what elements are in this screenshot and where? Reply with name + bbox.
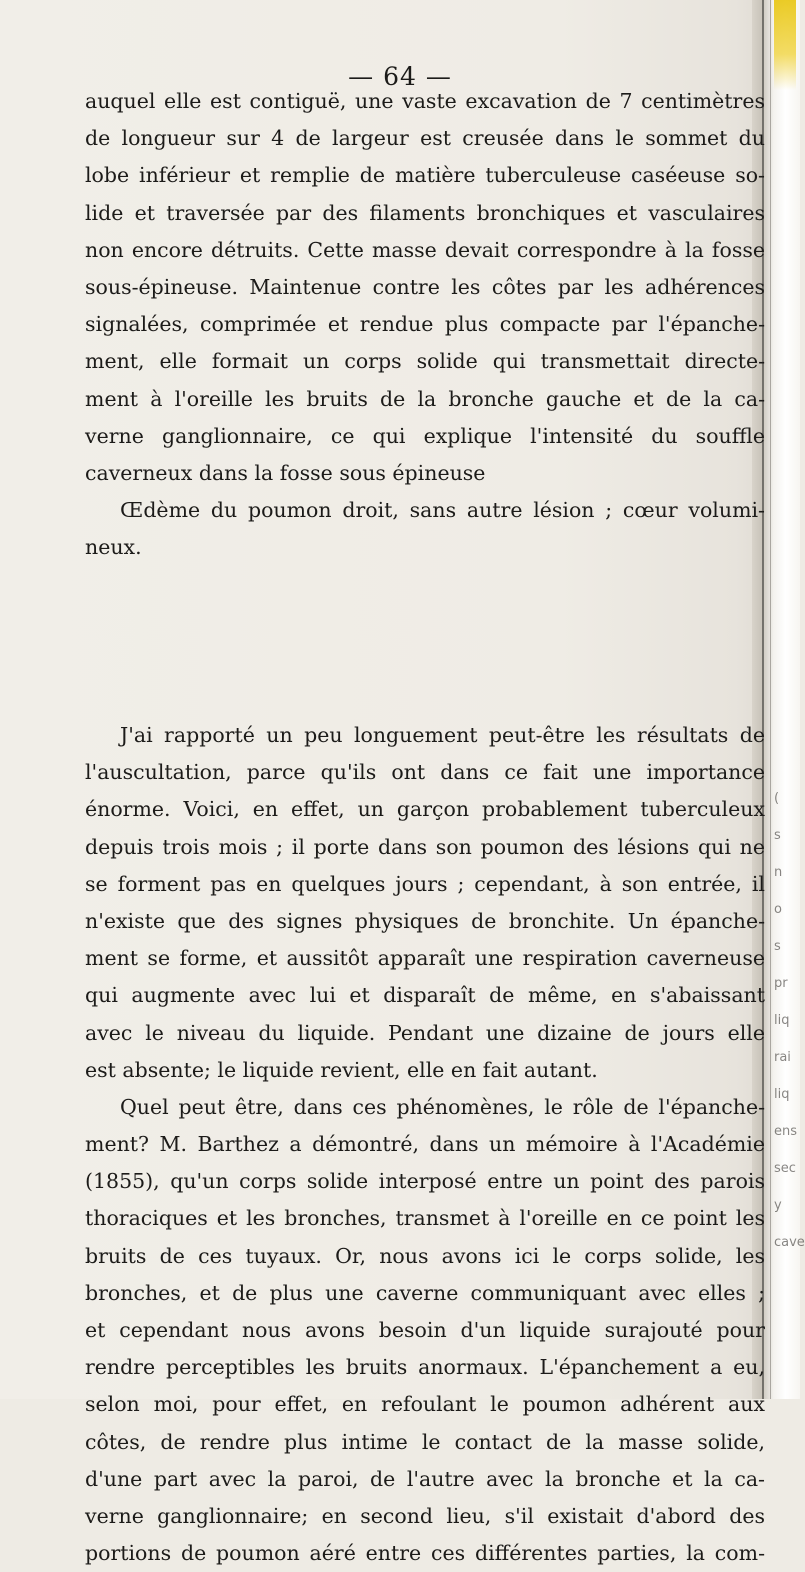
text-line: énorme. Voici, en effet, un garçon probablement tuberculeux	[85, 797, 765, 822]
text-line: lide et traversée par des filaments bronchiques et vasculaires	[85, 200, 765, 225]
text-line: signalées, comprimée et rendue plus compacte par l'épanche-	[85, 312, 765, 337]
text-line: Quel peut être, dans ces phénomènes, le rôle de l'épanche-	[120, 1094, 765, 1119]
text-line: de longueur sur 4 de largeur est creusée dans le sommet du	[85, 126, 765, 151]
text-line: neux.	[85, 535, 142, 560]
text-line: se forment pas en quelques jours ; cependant, à son entrée, il	[85, 871, 765, 896]
text-line: ment? M. Barthez a démontré, dans un mémoire à l'Académie	[85, 1132, 765, 1157]
text-line: selon moi, pour effet, en refoulant le poumon adhérent aux	[85, 1392, 765, 1417]
margin-fragment: liq	[774, 1013, 790, 1028]
text-line: bronches, et de plus une caverne communiquant avec elles ;	[85, 1280, 765, 1305]
text-line: J'ai rapporté un peu longuement peut-être les résultats de	[120, 723, 765, 747]
text-line: ment se forme, et aussitôt apparaît une respiration caverneuse	[85, 946, 765, 971]
text-line: qui augmente avec lui et disparaît de même, en s'abaissant	[85, 983, 765, 1008]
page-number: — 64 —	[348, 62, 452, 91]
margin-fragment: rai	[774, 1050, 791, 1065]
margin-fragment: o	[774, 902, 782, 917]
margin-fragment: ens	[774, 1124, 798, 1139]
text-line: l'auscultation, parce qu'ils ont dans ce fait une importance	[85, 760, 765, 785]
text-line: est absente; le liquide revient, elle en fait autant.	[85, 1057, 598, 1082]
margin-fragment: (	[774, 791, 780, 806]
margin-fragment: s	[774, 939, 781, 954]
text-line: non encore détruits. Cette masse devait correspondre à la fosse	[85, 237, 765, 262]
margin-fragment: cave	[774, 1235, 805, 1250]
margin-fragment: n	[774, 865, 783, 880]
text-line: verne ganglionnaire, ce qui explique l'intensité du souffle	[85, 423, 765, 448]
text-line: verne ganglionnaire; en second lieu, s'il existait d'abord des	[85, 1503, 765, 1528]
text-line: ment, elle formait un corps solide qui transmettait directe-	[85, 349, 765, 374]
text-line: Œdème du poumon droit, sans autre lésion ; cœur volumi-	[120, 498, 765, 523]
text-line: auquel elle est contiguë, une vaste excavation de 7 centimètres	[85, 89, 765, 113]
text-line: lobe inférieur et remplie de matière tuberculeuse caséeuse so-	[85, 163, 765, 188]
text-line: ment à l'oreille les bruits de la bronche gauche et de la ca-	[85, 386, 765, 411]
margin-fragment: pr	[774, 976, 788, 991]
binding-line-secondary	[770, 0, 771, 1399]
paragraph-1	[85, 83, 765, 566]
text-line: rendre perceptibles les bruits anormaux. L'épanchement a eu,	[85, 1355, 765, 1380]
text-line: bruits de ces tuyaux. Or, nous avons ici le corps solide, les	[85, 1243, 765, 1268]
text-line: (1855), qu'un corps solide interposé entre un point des parois	[85, 1169, 765, 1194]
text-line: depuis trois mois ; il porte dans son poumon des lésions qui ne	[85, 834, 765, 859]
text-line: thoraciques et les bronches, transmet à l'oreille en ce point les	[85, 1206, 765, 1231]
adjacent-page-fragments	[774, 780, 805, 1261]
text-line: d'une part avec la paroi, de l'autre avec la bronche et la ca-	[85, 1466, 765, 1491]
text-line: n'existe que des signes physiques de bronchite. Un épanche-	[85, 908, 765, 933]
paragraph-2	[85, 717, 765, 1572]
text-line: avec le niveau du liquide. Pendant une dizaine de jours elle	[85, 1020, 765, 1045]
text-line: côtes, de rendre plus intime le contact de la masse solide,	[85, 1429, 765, 1454]
text-line: portions de poumon aéré entre ces différentes parties, la com-	[85, 1541, 765, 1566]
margin-fragment: liq	[774, 1087, 790, 1102]
text-line: sous-épineuse. Maintenue contre les côtes par les adhérences	[85, 274, 765, 299]
margin-fragment: sec	[774, 1161, 796, 1176]
margin-fragment: s	[774, 828, 781, 843]
text-line: et cependant nous avons besoin d'un liquide surajouté pour	[85, 1318, 765, 1342]
text-line: caverneux dans la fosse sous épineuse	[85, 460, 486, 485]
margin-fragment: y	[774, 1198, 782, 1213]
